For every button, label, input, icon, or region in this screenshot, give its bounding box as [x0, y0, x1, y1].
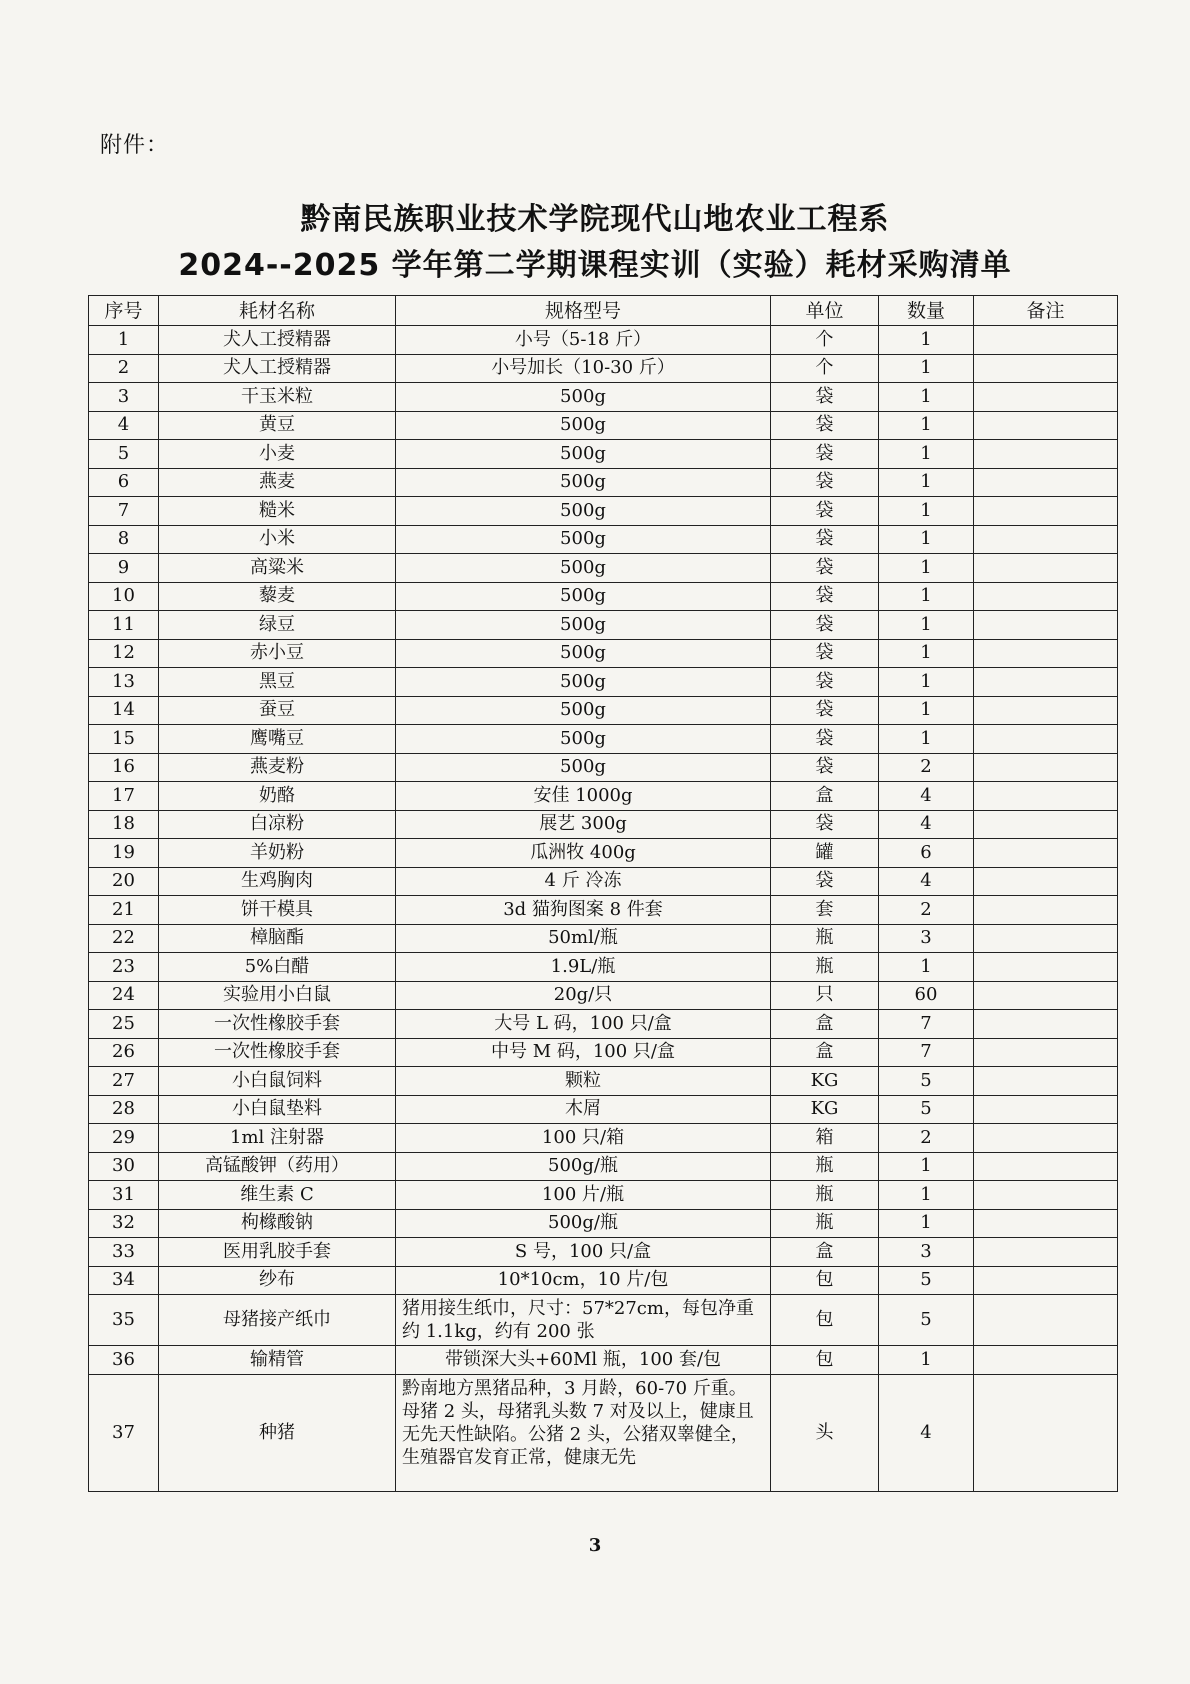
cell-name: 藜麦 [159, 582, 396, 611]
cell-name: 白凉粉 [159, 810, 396, 839]
cell-no: 4 [89, 411, 159, 440]
table-row [89, 953, 1118, 982]
cell-no: 3 [89, 383, 159, 412]
cell-name: 实验用小白鼠 [159, 981, 396, 1010]
attachment-label: 附件： [100, 133, 170, 158]
cell-spec: 500g [396, 582, 771, 611]
cell-name: 鹰嘴豆 [159, 725, 396, 754]
cell-note [974, 1095, 1118, 1124]
cell-spec: 500g [396, 554, 771, 583]
cell-qty: 1 [879, 611, 974, 640]
cell-qty: 5 [879, 1295, 974, 1346]
cell-note [974, 354, 1118, 383]
cell-no: 25 [89, 1010, 159, 1039]
cell-qty: 7 [879, 1010, 974, 1039]
cell-no: 33 [89, 1238, 159, 1267]
cell-qty: 1 [879, 383, 974, 412]
cell-name: 干玉米粒 [159, 383, 396, 412]
cell-unit: 套 [771, 896, 879, 925]
table-row [89, 1295, 1118, 1346]
table-row [89, 411, 1118, 440]
cell-spec: 安佳 1000g [396, 782, 771, 811]
cell-no: 2 [89, 354, 159, 383]
cell-spec: 50ml/瓶 [396, 924, 771, 953]
cell-qty: 1 [879, 326, 974, 355]
cell-name: 奶酪 [159, 782, 396, 811]
cell-name: 犬人工授精器 [159, 326, 396, 355]
cell-name: 燕麦粉 [159, 753, 396, 782]
cell-name: 输精管 [159, 1346, 396, 1375]
cell-no: 29 [89, 1124, 159, 1153]
cell-qty: 1 [879, 354, 974, 383]
cell-qty: 1 [879, 668, 974, 697]
cell-unit: 只 [771, 981, 879, 1010]
cell-unit: 袋 [771, 867, 879, 896]
cell-spec: 小号加长（10-30 斤） [396, 354, 771, 383]
cell-note [974, 383, 1118, 412]
cell-name: 犬人工授精器 [159, 354, 396, 383]
cell-qty: 6 [879, 839, 974, 868]
table-row [89, 440, 1118, 469]
cell-name: 小米 [159, 525, 396, 554]
cell-spec: 500g [396, 383, 771, 412]
cell-unit: 袋 [771, 383, 879, 412]
cell-qty: 1 [879, 639, 974, 668]
cell-no: 16 [89, 753, 159, 782]
cell-qty: 2 [879, 1124, 974, 1153]
table-row [89, 696, 1118, 725]
cell-name: 黄豆 [159, 411, 396, 440]
cell-note [974, 1374, 1118, 1491]
cell-qty: 4 [879, 810, 974, 839]
cell-unit: 袋 [771, 525, 879, 554]
cell-spec: 500g [396, 611, 771, 640]
table-row [89, 639, 1118, 668]
cell-note [974, 1266, 1118, 1295]
cell-unit: 袋 [771, 696, 879, 725]
cell-spec: S 号，100 只/盒 [396, 1238, 771, 1267]
cell-spec: 500g [396, 696, 771, 725]
cell-name: 一次性橡胶手套 [159, 1010, 396, 1039]
cell-qty: 1 [879, 554, 974, 583]
cell-unit: KG [771, 1067, 879, 1096]
cell-note [974, 839, 1118, 868]
cell-qty: 2 [879, 753, 974, 782]
cell-note [974, 1067, 1118, 1096]
cell-note [974, 924, 1118, 953]
header-unit: 单位 [771, 296, 879, 326]
cell-qty: 4 [879, 867, 974, 896]
cell-spec: 带锁深大头+60Ml 瓶，100 套/包 [396, 1346, 771, 1375]
header-no: 序号 [89, 296, 159, 326]
cell-qty: 1 [879, 953, 974, 982]
cell-note [974, 1038, 1118, 1067]
table-row [89, 1095, 1118, 1124]
cell-spec: 20g/只 [396, 981, 771, 1010]
cell-spec: 小号（5-18 斤） [396, 326, 771, 355]
cell-spec: 100 片/瓶 [396, 1181, 771, 1210]
cell-no: 34 [89, 1266, 159, 1295]
cell-unit: 袋 [771, 725, 879, 754]
cell-no: 11 [89, 611, 159, 640]
cell-note [974, 1346, 1118, 1375]
cell-note [974, 639, 1118, 668]
cell-qty: 1 [879, 1209, 974, 1238]
cell-spec: 猪用接生纸巾，尺寸：57*27cm，每包净重约 1.1kg，约有 200 张 [396, 1295, 771, 1346]
cell-unit: 盒 [771, 1010, 879, 1039]
cell-unit: 包 [771, 1346, 879, 1375]
table-row [89, 1266, 1118, 1295]
cell-no: 22 [89, 924, 159, 953]
cell-spec: 500g [396, 468, 771, 497]
cell-name: 小白鼠饲料 [159, 1067, 396, 1096]
table-row [89, 1067, 1118, 1096]
cell-unit: 袋 [771, 554, 879, 583]
cell-unit: 袋 [771, 639, 879, 668]
cell-unit: 瓶 [771, 1181, 879, 1210]
table-row [89, 725, 1118, 754]
cell-no: 8 [89, 525, 159, 554]
cell-qty: 3 [879, 1238, 974, 1267]
cell-no: 10 [89, 582, 159, 611]
cell-name: 生鸡胸肉 [159, 867, 396, 896]
table-row [89, 1124, 1118, 1153]
cell-note [974, 753, 1118, 782]
cell-spec: 瓜洲牧 400g [396, 839, 771, 868]
cell-qty: 1 [879, 411, 974, 440]
document-title-line1: 黔南民族职业技术学院现代山地农业工程系 [300, 202, 890, 237]
cell-no: 13 [89, 668, 159, 697]
cell-note [974, 725, 1118, 754]
table-row [89, 554, 1118, 583]
cell-name: 高锰酸钾（药用） [159, 1152, 396, 1181]
cell-name: 枸橼酸钠 [159, 1209, 396, 1238]
procurement-table [88, 295, 1118, 1492]
page-number: 3 [588, 1535, 602, 1556]
cell-no: 15 [89, 725, 159, 754]
cell-name: 种猪 [159, 1374, 396, 1491]
cell-no: 18 [89, 810, 159, 839]
table-row [89, 354, 1118, 383]
cell-name: 维生素 C [159, 1181, 396, 1210]
cell-spec: 500g [396, 411, 771, 440]
header-note: 备注 [974, 296, 1118, 326]
cell-name: 燕麦 [159, 468, 396, 497]
cell-name: 母猪接产纸巾 [159, 1295, 396, 1346]
cell-note [974, 981, 1118, 1010]
cell-qty: 5 [879, 1067, 974, 1096]
cell-note [974, 611, 1118, 640]
cell-unit: 箱 [771, 1124, 879, 1153]
cell-name: 糙米 [159, 497, 396, 526]
cell-no: 19 [89, 839, 159, 868]
cell-spec: 500g [396, 440, 771, 469]
cell-name: 5%白醋 [159, 953, 396, 982]
cell-qty: 1 [879, 725, 974, 754]
cell-no: 23 [89, 953, 159, 982]
cell-note [974, 696, 1118, 725]
cell-spec: 展艺 300g [396, 810, 771, 839]
cell-no: 1 [89, 326, 159, 355]
table-row [89, 582, 1118, 611]
cell-spec: 500g/瓶 [396, 1152, 771, 1181]
table-header-row [89, 296, 1118, 326]
cell-unit: 个 [771, 326, 879, 355]
cell-note [974, 867, 1118, 896]
table-row [89, 1181, 1118, 1210]
cell-note [974, 810, 1118, 839]
cell-unit: 瓶 [771, 953, 879, 982]
cell-note [974, 1209, 1118, 1238]
cell-qty: 3 [879, 924, 974, 953]
cell-unit: 盒 [771, 782, 879, 811]
table-row [89, 981, 1118, 1010]
cell-unit: 袋 [771, 497, 879, 526]
cell-unit: KG [771, 1095, 879, 1124]
cell-unit: 包 [771, 1295, 879, 1346]
cell-qty: 1 [879, 1346, 974, 1375]
cell-qty: 7 [879, 1038, 974, 1067]
cell-qty: 1 [879, 468, 974, 497]
cell-qty: 5 [879, 1266, 974, 1295]
cell-name: 黑豆 [159, 668, 396, 697]
cell-spec: 500g/瓶 [396, 1209, 771, 1238]
table-row [89, 753, 1118, 782]
cell-no: 14 [89, 696, 159, 725]
cell-spec: 颗粒 [396, 1067, 771, 1096]
cell-note [974, 1152, 1118, 1181]
cell-spec: 10*10cm，10 片/包 [396, 1266, 771, 1295]
cell-spec: 500g [396, 639, 771, 668]
document-title-line2: 2024--2025 学年第二学期课程实训（实验）耗材采购清单 [178, 248, 1012, 283]
cell-spec: 黔南地方黑猪品种，3 月龄，60-70 斤重。母猪 2 头，母猪乳头数 7 对及以上，健康且无先天性缺陷。公猪 2 头，公猪双睾健全，生殖器官发育正常，健康无先 [396, 1374, 771, 1491]
cell-spec: 木屑 [396, 1095, 771, 1124]
cell-note [974, 468, 1118, 497]
cell-no: 36 [89, 1346, 159, 1375]
cell-note [974, 440, 1118, 469]
cell-note [974, 554, 1118, 583]
cell-unit: 瓶 [771, 1152, 879, 1181]
cell-no: 24 [89, 981, 159, 1010]
cell-name: 一次性橡胶手套 [159, 1038, 396, 1067]
header-spec: 规格型号 [396, 296, 771, 326]
cell-qty: 1 [879, 525, 974, 554]
cell-unit: 包 [771, 1266, 879, 1295]
cell-no: 31 [89, 1181, 159, 1210]
cell-spec: 500g [396, 668, 771, 697]
table-row [89, 1209, 1118, 1238]
cell-note [974, 1124, 1118, 1153]
cell-no: 5 [89, 440, 159, 469]
cell-no: 21 [89, 896, 159, 925]
table-row [89, 668, 1118, 697]
header-name: 耗材名称 [159, 296, 396, 326]
cell-qty: 60 [879, 981, 974, 1010]
cell-qty: 1 [879, 582, 974, 611]
table-row [89, 1374, 1118, 1491]
cell-qty: 2 [879, 896, 974, 925]
cell-qty: 1 [879, 1181, 974, 1210]
cell-no: 20 [89, 867, 159, 896]
cell-name: 小白鼠垫料 [159, 1095, 396, 1124]
cell-name: 小麦 [159, 440, 396, 469]
table-row [89, 782, 1118, 811]
cell-qty: 1 [879, 440, 974, 469]
cell-unit: 瓶 [771, 924, 879, 953]
cell-qty: 4 [879, 782, 974, 811]
cell-no: 12 [89, 639, 159, 668]
cell-unit: 袋 [771, 411, 879, 440]
cell-spec: 大号 L 码，100 只/盒 [396, 1010, 771, 1039]
cell-name: 饼干模具 [159, 896, 396, 925]
cell-unit: 袋 [771, 810, 879, 839]
cell-spec: 500g [396, 753, 771, 782]
cell-note [974, 1010, 1118, 1039]
cell-name: 绿豆 [159, 611, 396, 640]
cell-qty: 1 [879, 1152, 974, 1181]
cell-name: 羊奶粉 [159, 839, 396, 868]
table-row [89, 1238, 1118, 1267]
cell-unit: 盒 [771, 1038, 879, 1067]
cell-spec: 中号 M 码，100 只/盒 [396, 1038, 771, 1067]
cell-qty: 5 [879, 1095, 974, 1124]
table-row [89, 383, 1118, 412]
cell-no: 7 [89, 497, 159, 526]
cell-note [974, 326, 1118, 355]
cell-no: 28 [89, 1095, 159, 1124]
cell-unit: 袋 [771, 753, 879, 782]
cell-qty: 1 [879, 696, 974, 725]
cell-unit: 袋 [771, 611, 879, 640]
cell-no: 6 [89, 468, 159, 497]
cell-spec: 500g [396, 725, 771, 754]
cell-unit: 盒 [771, 1238, 879, 1267]
cell-name: 医用乳胶手套 [159, 1238, 396, 1267]
cell-no: 37 [89, 1374, 159, 1491]
cell-name: 赤小豆 [159, 639, 396, 668]
cell-qty: 1 [879, 497, 974, 526]
table-row [89, 326, 1118, 355]
cell-unit: 袋 [771, 468, 879, 497]
cell-note [974, 525, 1118, 554]
table-row [89, 924, 1118, 953]
cell-name: 蚕豆 [159, 696, 396, 725]
cell-spec: 3d 猫狗图案 8 件套 [396, 896, 771, 925]
table-row [89, 525, 1118, 554]
cell-spec: 500g [396, 525, 771, 554]
cell-no: 27 [89, 1067, 159, 1096]
cell-name: 樟脑酯 [159, 924, 396, 953]
table-row [89, 1152, 1118, 1181]
header-qty: 数量 [879, 296, 974, 326]
cell-spec: 4 斤 冷冻 [396, 867, 771, 896]
table-row [89, 1010, 1118, 1039]
cell-spec: 1.9L/瓶 [396, 953, 771, 982]
cell-spec: 500g [396, 497, 771, 526]
table-row [89, 1346, 1118, 1375]
table-row [89, 497, 1118, 526]
cell-note [974, 953, 1118, 982]
cell-unit: 袋 [771, 440, 879, 469]
table-row [89, 839, 1118, 868]
cell-no: 9 [89, 554, 159, 583]
cell-qty: 4 [879, 1374, 974, 1491]
table-row [89, 468, 1118, 497]
cell-name: 1ml 注射器 [159, 1124, 396, 1153]
cell-unit: 袋 [771, 668, 879, 697]
cell-name: 高粱米 [159, 554, 396, 583]
table-row [89, 867, 1118, 896]
cell-unit: 罐 [771, 839, 879, 868]
cell-note [974, 497, 1118, 526]
table-row [89, 810, 1118, 839]
table-row [89, 611, 1118, 640]
cell-note [974, 668, 1118, 697]
cell-no: 26 [89, 1038, 159, 1067]
cell-no: 17 [89, 782, 159, 811]
cell-name: 纱布 [159, 1266, 396, 1295]
cell-note [974, 411, 1118, 440]
cell-unit: 个 [771, 354, 879, 383]
cell-no: 35 [89, 1295, 159, 1346]
cell-unit: 瓶 [771, 1209, 879, 1238]
cell-unit: 袋 [771, 582, 879, 611]
cell-note [974, 782, 1118, 811]
cell-note [974, 1238, 1118, 1267]
cell-note [974, 582, 1118, 611]
cell-note [974, 1295, 1118, 1346]
table-row [89, 896, 1118, 925]
cell-note [974, 896, 1118, 925]
cell-no: 30 [89, 1152, 159, 1181]
cell-unit: 头 [771, 1374, 879, 1491]
cell-no: 32 [89, 1209, 159, 1238]
cell-note [974, 1181, 1118, 1210]
cell-spec: 100 只/箱 [396, 1124, 771, 1153]
table-row [89, 1038, 1118, 1067]
